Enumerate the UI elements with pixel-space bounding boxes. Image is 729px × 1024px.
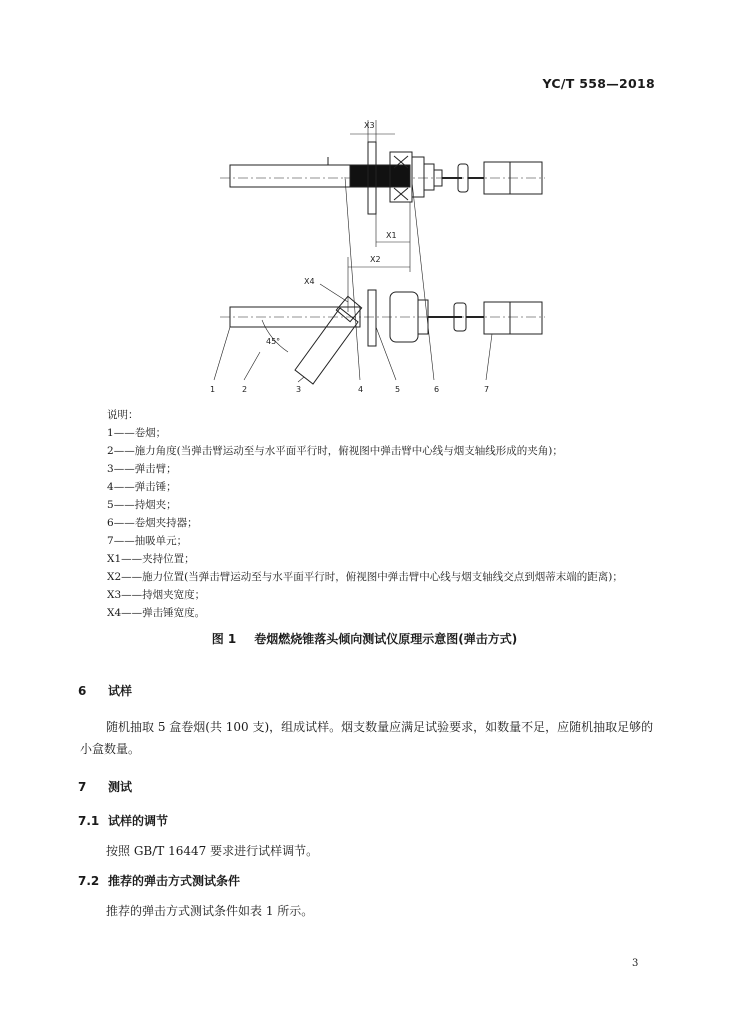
suction-unit-bottom <box>484 302 542 334</box>
angle-label: 45° <box>266 337 281 346</box>
cigarette-top <box>230 165 362 187</box>
legend-item: X3 ——持烟夹宽度； <box>107 589 206 601</box>
section-7-1-heading: 7.1 试样的调节 <box>78 814 169 828</box>
x1-label: X1 <box>386 231 397 240</box>
legend-title: 说明： <box>107 409 139 421</box>
callout-2: 2 <box>242 385 248 394</box>
callout-7: 7 <box>484 385 490 394</box>
section-6-body: 随机抽取 5 盒卷烟(共 100 支)，组成试样。烟支数量应满足试验要求，如数量不足，应随机抽取足够的小盒数量。 <box>80 720 654 756</box>
legend-item: 6 ——卷烟夹持器； <box>107 517 198 529</box>
legend-item: X2 ——施力位置(当弹击臂运动至与水平面平行时，俯视图中弹击臂中心线与烟支轴线交点到烟蒂末端的距离)； <box>107 571 623 583</box>
callout-5: 5 <box>395 385 401 394</box>
section-7-heading: 7 测试 <box>78 780 133 794</box>
page-number: 3 <box>632 958 639 969</box>
figure-title: 卷烟燃烧锥落头倾向测试仪原理示意图(弹击方式) <box>254 632 518 646</box>
legend-item: 2 ——施力角度(当弹击臂运动至与水平面平行时，俯视图中弹击臂中心线与烟支轴线形成的夹角)； <box>107 445 563 457</box>
legend-item: 5 ——持烟夹； <box>107 499 177 511</box>
ash-segment-top <box>350 165 410 187</box>
figure-legend <box>107 406 667 622</box>
callout-4: 4 <box>358 385 364 394</box>
legend-item: X4 ——弹击锤宽度。 <box>107 607 206 619</box>
striking-hammer <box>336 296 361 321</box>
standard-number: YC/T 558—2018 <box>542 76 655 91</box>
callout-6: 6 <box>434 385 440 394</box>
x3-label: X3 <box>364 121 375 130</box>
legend-item: 3 ——弹击臂； <box>107 463 177 475</box>
x4-label: X4 <box>304 277 315 286</box>
callout-1: 1 <box>210 385 216 394</box>
legend-item: 7 ——抽吸单元； <box>107 535 188 547</box>
section-7-1-body: 按照 GB/T 16447 要求进行试样调节。 <box>106 844 319 858</box>
striking-arm <box>295 308 358 384</box>
section-7-2-heading: 7.2 推荐的弹击方式测试条件 <box>78 874 241 888</box>
x2-label: X2 <box>370 255 381 264</box>
clip-bottom <box>368 290 376 346</box>
legend-item: 1 ——卷烟； <box>107 427 167 439</box>
figure-number: 图 1 <box>211 632 237 646</box>
apparatus-diagram <box>200 112 550 402</box>
section-6-heading: 6 试样 <box>78 684 133 698</box>
callout-3: 3 <box>296 385 302 394</box>
figure-caption <box>0 630 729 647</box>
section-7-2-body: 推荐的弹击方式测试条件如表 1 所示。 <box>106 904 314 918</box>
legend-item: X1 ——夹持位置； <box>107 553 195 565</box>
diagram-svg <box>200 112 550 402</box>
legend-item: 4 ——弹击锤； <box>107 481 177 493</box>
